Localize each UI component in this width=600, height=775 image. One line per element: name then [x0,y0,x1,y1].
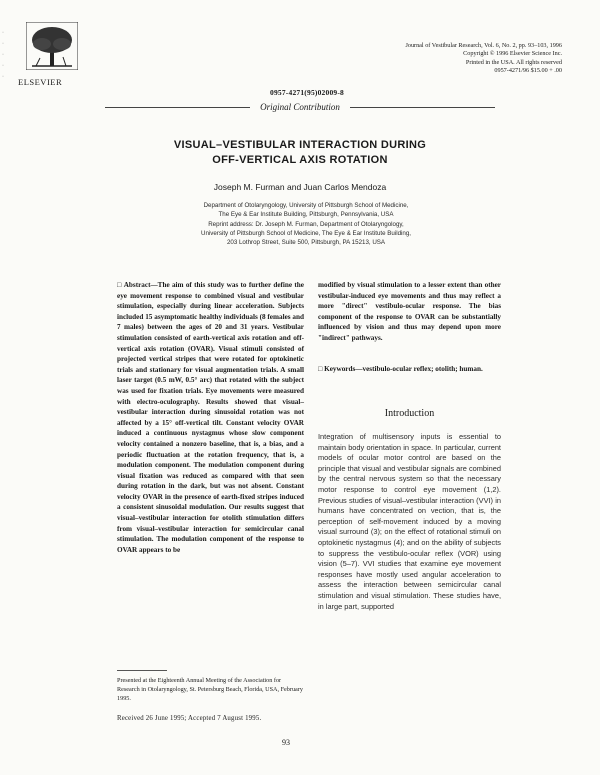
journal-citation-header [262,42,562,76]
received-dates: Received 26 June 1995; Accepted 7 August 1995. [117,715,262,722]
affiliation-line: Reprint address: Dr. Joseph M. Furman, Department of Otolaryngology, [208,220,404,228]
journal-line: Printed in the USA. All rights reserved [465,58,562,66]
pii-identifier: 0957-4271(95)02009-8 [270,88,344,97]
keywords-label: □ Keywords [318,365,356,373]
keywords [318,364,501,375]
journal-line: Copyright © 1996 Elsevier Science Inc. [463,50,562,58]
introduction-heading: Introduction [384,408,435,419]
author-affiliation [130,201,482,247]
section-label-row [105,102,495,112]
article-title [0,138,600,168]
abstract-body [117,280,304,555]
keywords-text: —vestibulo-ocular reflex; otolith; human. [355,365,483,373]
footnote-rule [117,670,167,671]
affiliation-line: The Eye & Ear Institute Building, Pittsburgh, Pennsylvania, USA [218,211,394,219]
title-line: VISUAL–VESTIBULAR INTERACTION DURING [173,139,427,151]
footnote: Presented at the Eighteenth Annual Meeting of the Association for Research in Otolaryngology, St. Petersburg Beach, Florida, USA, February 1995. [117,677,303,702]
section-rule-right [350,107,495,108]
introduction-body: Integration of multisensory inputs is essential to maintain body orientation in space. In particular, current models of ocular motor control are based on the principle that visual and vestibular signals are combined by the central nervous system so that the necessary motor response to control eye movement (1,2). Previous studies of visual–vestibular interaction (VVI) in humans have concentrated on vection, that is, the perception of self-movement induced by a moving visual surround (3); on the effect of rotational stimuli on optokinetic nystagmus (4); and on the ability of subjects to suppress the vestibulo-ocular reflex (VOR) using vision (5–7). VVI studies that examine eye movement responses have mostly used angular acceleration to assess the interaction between semicircular canal stimulation and visual stimulation. These studies have, in large part, supported [318,432,501,611]
journal-line: 0957-4271/96 $15.00 + .00 [494,67,562,75]
publisher-logo [18,22,88,87]
abstract-continuation: modified by visual stimulation to a lesser extent than other vestibular-induced eye movements and thus may reflect a more "direct" vestibulo-ocular response. The bias component of the response to OVAR can be substantially influenced by vision and thus may depend upon more "indirect" pathways. [318,281,501,342]
journal-line: Journal of Vestibular Research, Vol. 6, No. 2, pp. 93–103, 1996 [405,42,562,49]
title-line: OFF-VERTICAL AXIS ROTATION [212,154,388,166]
affiliation-line: Department of Otolaryngology, University of Pittsburgh School of Medicine, [203,202,409,209]
abstract-text: The aim of this study was to further define the eye movement response to combined visual and vestibular stimulation, especially during linear acceleration. Subjects included 15 asymptomatic healthy individuals (8 females and 7 males) between the ages of 20 and 31 years. Vestibular stimulation consisted of earth-vertical axis rotation and off-vertical axis rotation (OVAR). Visual stimuli consisted of projected vertical stripes that were rotated for optokinetic trials and stationary for visual augmentation trials. A small laser target (0.5 mW, 0.5° arc) that rotated with the subject was used for fixation trials. Eye movements were measured with electro-oculography. Results showed that visual–vestibular interaction during sinusoidal rotation was not affected by a 15° off-vertical tilt. Constant velocity OVAR induced a continuous nystagmus whose slow component velocity contained a nonzero baseline, that is, a bias, and a periodic fluctuation at the rotation frequency, that is, a modulation component. The modulation component during visual fixation was reduced as compared with that seen during rotation in the dark, but was not absent. Constant velocity OVAR in the presence of earth-fixed stripes induced a consistent sinusoidal modulation. Our results suggest that visual–vestibular interaction for otolith stimulation differs from visual–vestibular interaction for semicircular canal stimulation. The modulation component of the response to OVAR appears to be [117,281,304,554]
elsevier-tree-logo-icon [26,22,78,70]
article-authors: Joseph M. Furman and Juan Carlos Mendoza [213,182,387,192]
publisher-name: ELSEVIER [18,77,63,87]
section-rule-left [105,107,250,108]
affiliation-line: 203 Lothrop Street, Suite 500, Pittsburgh, PA 15213, USA [226,239,386,247]
page-number: 93 [282,738,290,747]
abstract-label: □ Abstract— [117,281,158,289]
scan-margin-marks: · · · · · [2,30,4,80]
section-label: Original Contribution [260,102,340,112]
affiliation-line: University of Pittsburgh School of Medicine, The Eye & Ear Institute Building, [200,229,412,237]
